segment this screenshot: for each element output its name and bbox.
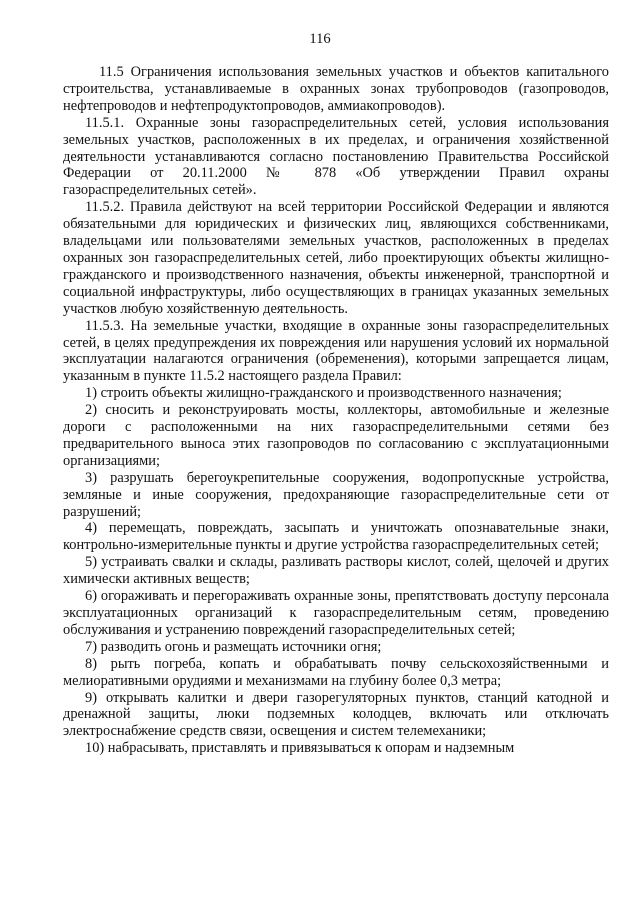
list-item-7: 7) разводить огонь и размещать источники огня; <box>85 638 382 655</box>
paragraph-11-5-3: 11.5.3. На земельные участки, входящие в охранные зоны газораспределительных сетей, в целях предупреждения их повреждения или нарушения условий их нормальной эксплуатации налагаются ограничения (обременения), которыми запрещается лицам, указанным в пункте 11.5.2 настоящего раздела Правил: <box>63 317 609 385</box>
list-item-2: 2) сносить и реконструировать мосты, коллекторы, автомобильные и железные дороги с расположенными на них газораспределительными сетями без предварительного выноса этих газопроводов по согласованию с эксплуатационными организациями; <box>63 402 609 469</box>
paragraph-11-5-1: 11.5.1. Охранные зоны газораспределительных сетей, условия использования земельных участков, расположенных в их пределах, и ограничения хозяйственной деятельности устанавливаются согласно постановлению Правительства Российской Федерации от 20.11.2000 № 878 «Об утверждении Правил охраны газораспределительных сетей». <box>63 114 609 199</box>
list-item-5: 5) устраивать свалки и склады, разливать растворы кислот, солей, щелочей и других химически активных веществ; <box>63 554 609 588</box>
list-item-4: 4) перемещать, повреждать, засыпать и уничтожать опознавательные знаки, контрольно-измерительные пункты и другие устройства газораспределительных сетей; <box>63 520 609 554</box>
page-number: 116 <box>309 31 331 47</box>
list-item-6: 6) огораживать и перегораживать охранные зоны, препятствовать доступу персонала эксплуатационных организаций к газораспределительным сетям, проведению обслуживания и устранению повреждений газораспределительных сетей; <box>63 588 609 638</box>
list-item-1: 1) строить объекты жилищно-гражданского и производственного назначения; <box>85 385 562 402</box>
section-heading-11-5: 11.5 Ограничения использования земельных участков и объектов капитального строительства, устанавливаемые в охранных зонах трубопроводов (газопроводов, нефтепроводов и нефтепродуктопроводов, аммиакопроводов). <box>63 64 609 114</box>
list-item-9: 9) открывать калитки и двери газорегуляторных пунктов, станций катодной и дренажной защиты, люки подземных колодцев, включать или отключать электроснабжение средств связи, освещения и систем телемеханики; <box>63 689 609 740</box>
paragraph-11-5-2: 11.5.2. Правила действуют на всей территории Российской Федерации и являются обязательными для юридических и физических лиц, являющихся собственниками, владельцами или пользователями земельных участков, расположенных в пределах охранных зон газораспределительных сетей, либо проектирующих объекты жилищно-гражданского и производственного назначения, объекты инженерной, транспортной и социальной инфраструктуры, либо осуществляющих в границах указанных земельных участков любую хозяйственную деятельность. <box>63 199 609 317</box>
list-item-3: 3) разрушать берегоукрепительные сооружения, водопропускные устройства, земляные и иные сооружения, предохраняющие газораспределительные сети от разрушений; <box>63 469 609 520</box>
list-item-8: 8) рыть погреба, копать и обрабатывать почву сельскохозяйственными и мелиоративными орудиями и механизмами на глубину более 0,3 метра; <box>63 655 609 689</box>
document-body <box>63 64 609 757</box>
list-item-10: 10) набрасывать, приставлять и привязываться к опорам и надземным <box>85 740 515 757</box>
